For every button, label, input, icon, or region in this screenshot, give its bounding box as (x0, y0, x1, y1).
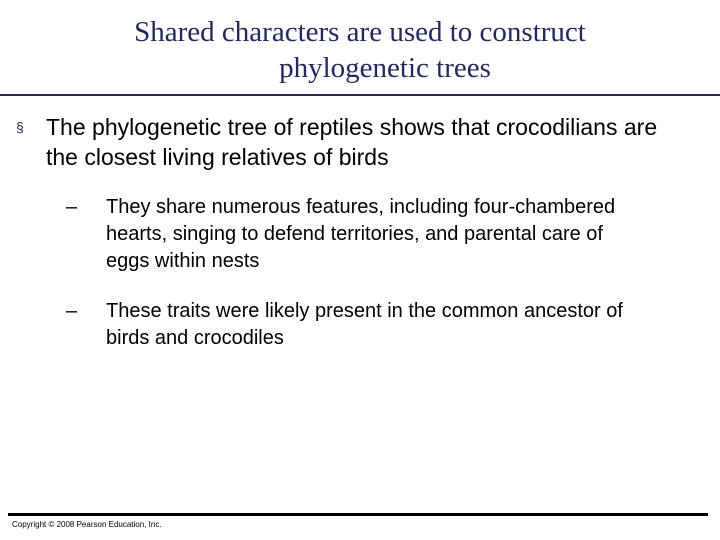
sub-bullet-text: These traits were likely present in the common ancestor of birds and crocodiles (106, 300, 623, 349)
sub-bullet-common-ancestor (66, 298, 626, 352)
sub-bullet-shared-features (66, 194, 626, 275)
title-line-1: Shared characters are used to construct (134, 16, 586, 48)
bullet-marker-icon: § (16, 119, 24, 135)
footer-divider (8, 513, 708, 516)
main-bullet-text: The phylogenetic tree of reptiles shows that crocodilians are the closest living relatives of birds (46, 114, 658, 170)
dash-icon: – (66, 196, 78, 218)
title-divider (0, 94, 720, 96)
sub-bullet-text: They share numerous features, including four-chambered hearts, singing to defend territories, and parental care of eggs within nests (106, 196, 616, 272)
slide-title (60, 14, 660, 86)
copyright-notice: Copyright © 2008 Pearson Education, Inc. (12, 520, 162, 529)
dash-icon: – (66, 300, 78, 322)
title-line-2: phylogenetic trees (279, 52, 491, 84)
main-bullet (16, 112, 676, 172)
